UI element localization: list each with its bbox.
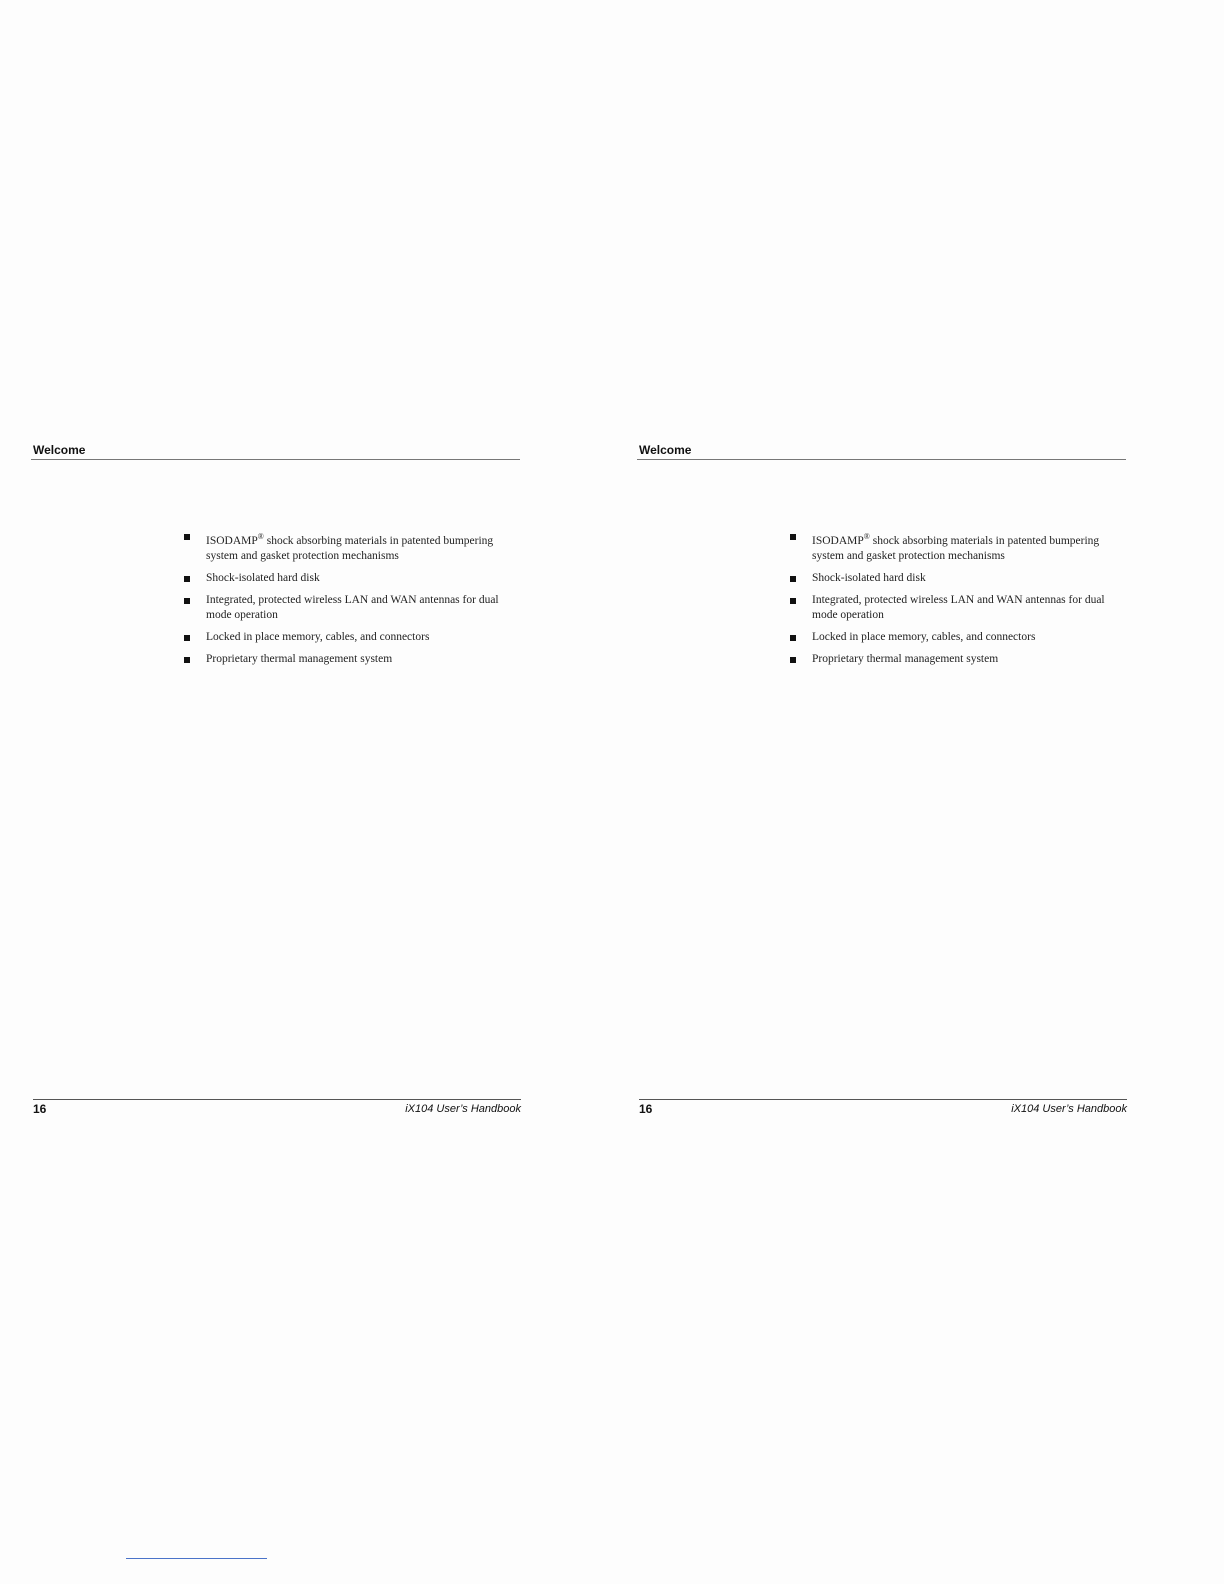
feature-text: Shock-isolated hard disk [812,572,926,584]
square-bullet-icon [790,635,796,641]
square-bullet-icon [790,657,796,663]
page-panel-right [606,0,1218,1584]
square-bullet-icon [184,657,190,663]
square-bullet-icon [184,576,190,582]
square-bullet-icon [184,534,190,540]
book-title: iX104 User’s Handbook [405,1103,521,1115]
feature-text-continued: shock absorbing materials in patented bumpering system and gasket protection mechanisms [206,535,494,562]
list-item [184,630,514,645]
link-underline-artifact [126,1558,267,1559]
feature-list [184,529,514,674]
square-bullet-icon [184,635,190,641]
feature-text: ISODAMP [206,535,258,547]
list-item [790,529,1120,564]
feature-text: Integrated, protected wireless LAN and WAN antennas for dual mode operation [812,594,1105,621]
page-number: 16 [639,1102,653,1116]
feature-text: ISODAMP [812,535,864,547]
registered-mark: ® [863,532,870,541]
list-item [790,593,1120,623]
square-bullet-icon [184,598,190,604]
feature-text: Shock-isolated hard disk [206,572,320,584]
list-item [184,652,514,667]
square-bullet-icon [790,576,796,582]
feature-text-continued: shock absorbing materials in patented bumpering system and gasket protection mechanisms [812,535,1100,562]
feature-text: Integrated, protected wireless LAN and WAN antennas for dual mode operation [206,594,499,621]
registered-mark: ® [257,532,264,541]
page-number: 16 [33,1102,47,1116]
running-header: Welcome [33,443,86,457]
list-item [790,571,1120,586]
header-rule [31,459,520,460]
list-item [184,571,514,586]
square-bullet-icon [790,534,796,540]
footer-rule [639,1099,1127,1100]
feature-text: Proprietary thermal management system [812,653,999,665]
feature-text: Proprietary thermal management system [206,653,393,665]
book-title: iX104 User’s Handbook [1011,1103,1127,1115]
square-bullet-icon [790,598,796,604]
feature-text: Locked in place memory, cables, and connectors [812,631,1036,643]
feature-list [790,529,1120,674]
list-item [790,630,1120,645]
running-header: Welcome [639,443,692,457]
feature-text: Locked in place memory, cables, and connectors [206,631,430,643]
list-item [790,652,1120,667]
list-item [184,529,514,564]
header-rule [637,459,1126,460]
footer-rule [33,1099,521,1100]
list-item [184,593,514,623]
